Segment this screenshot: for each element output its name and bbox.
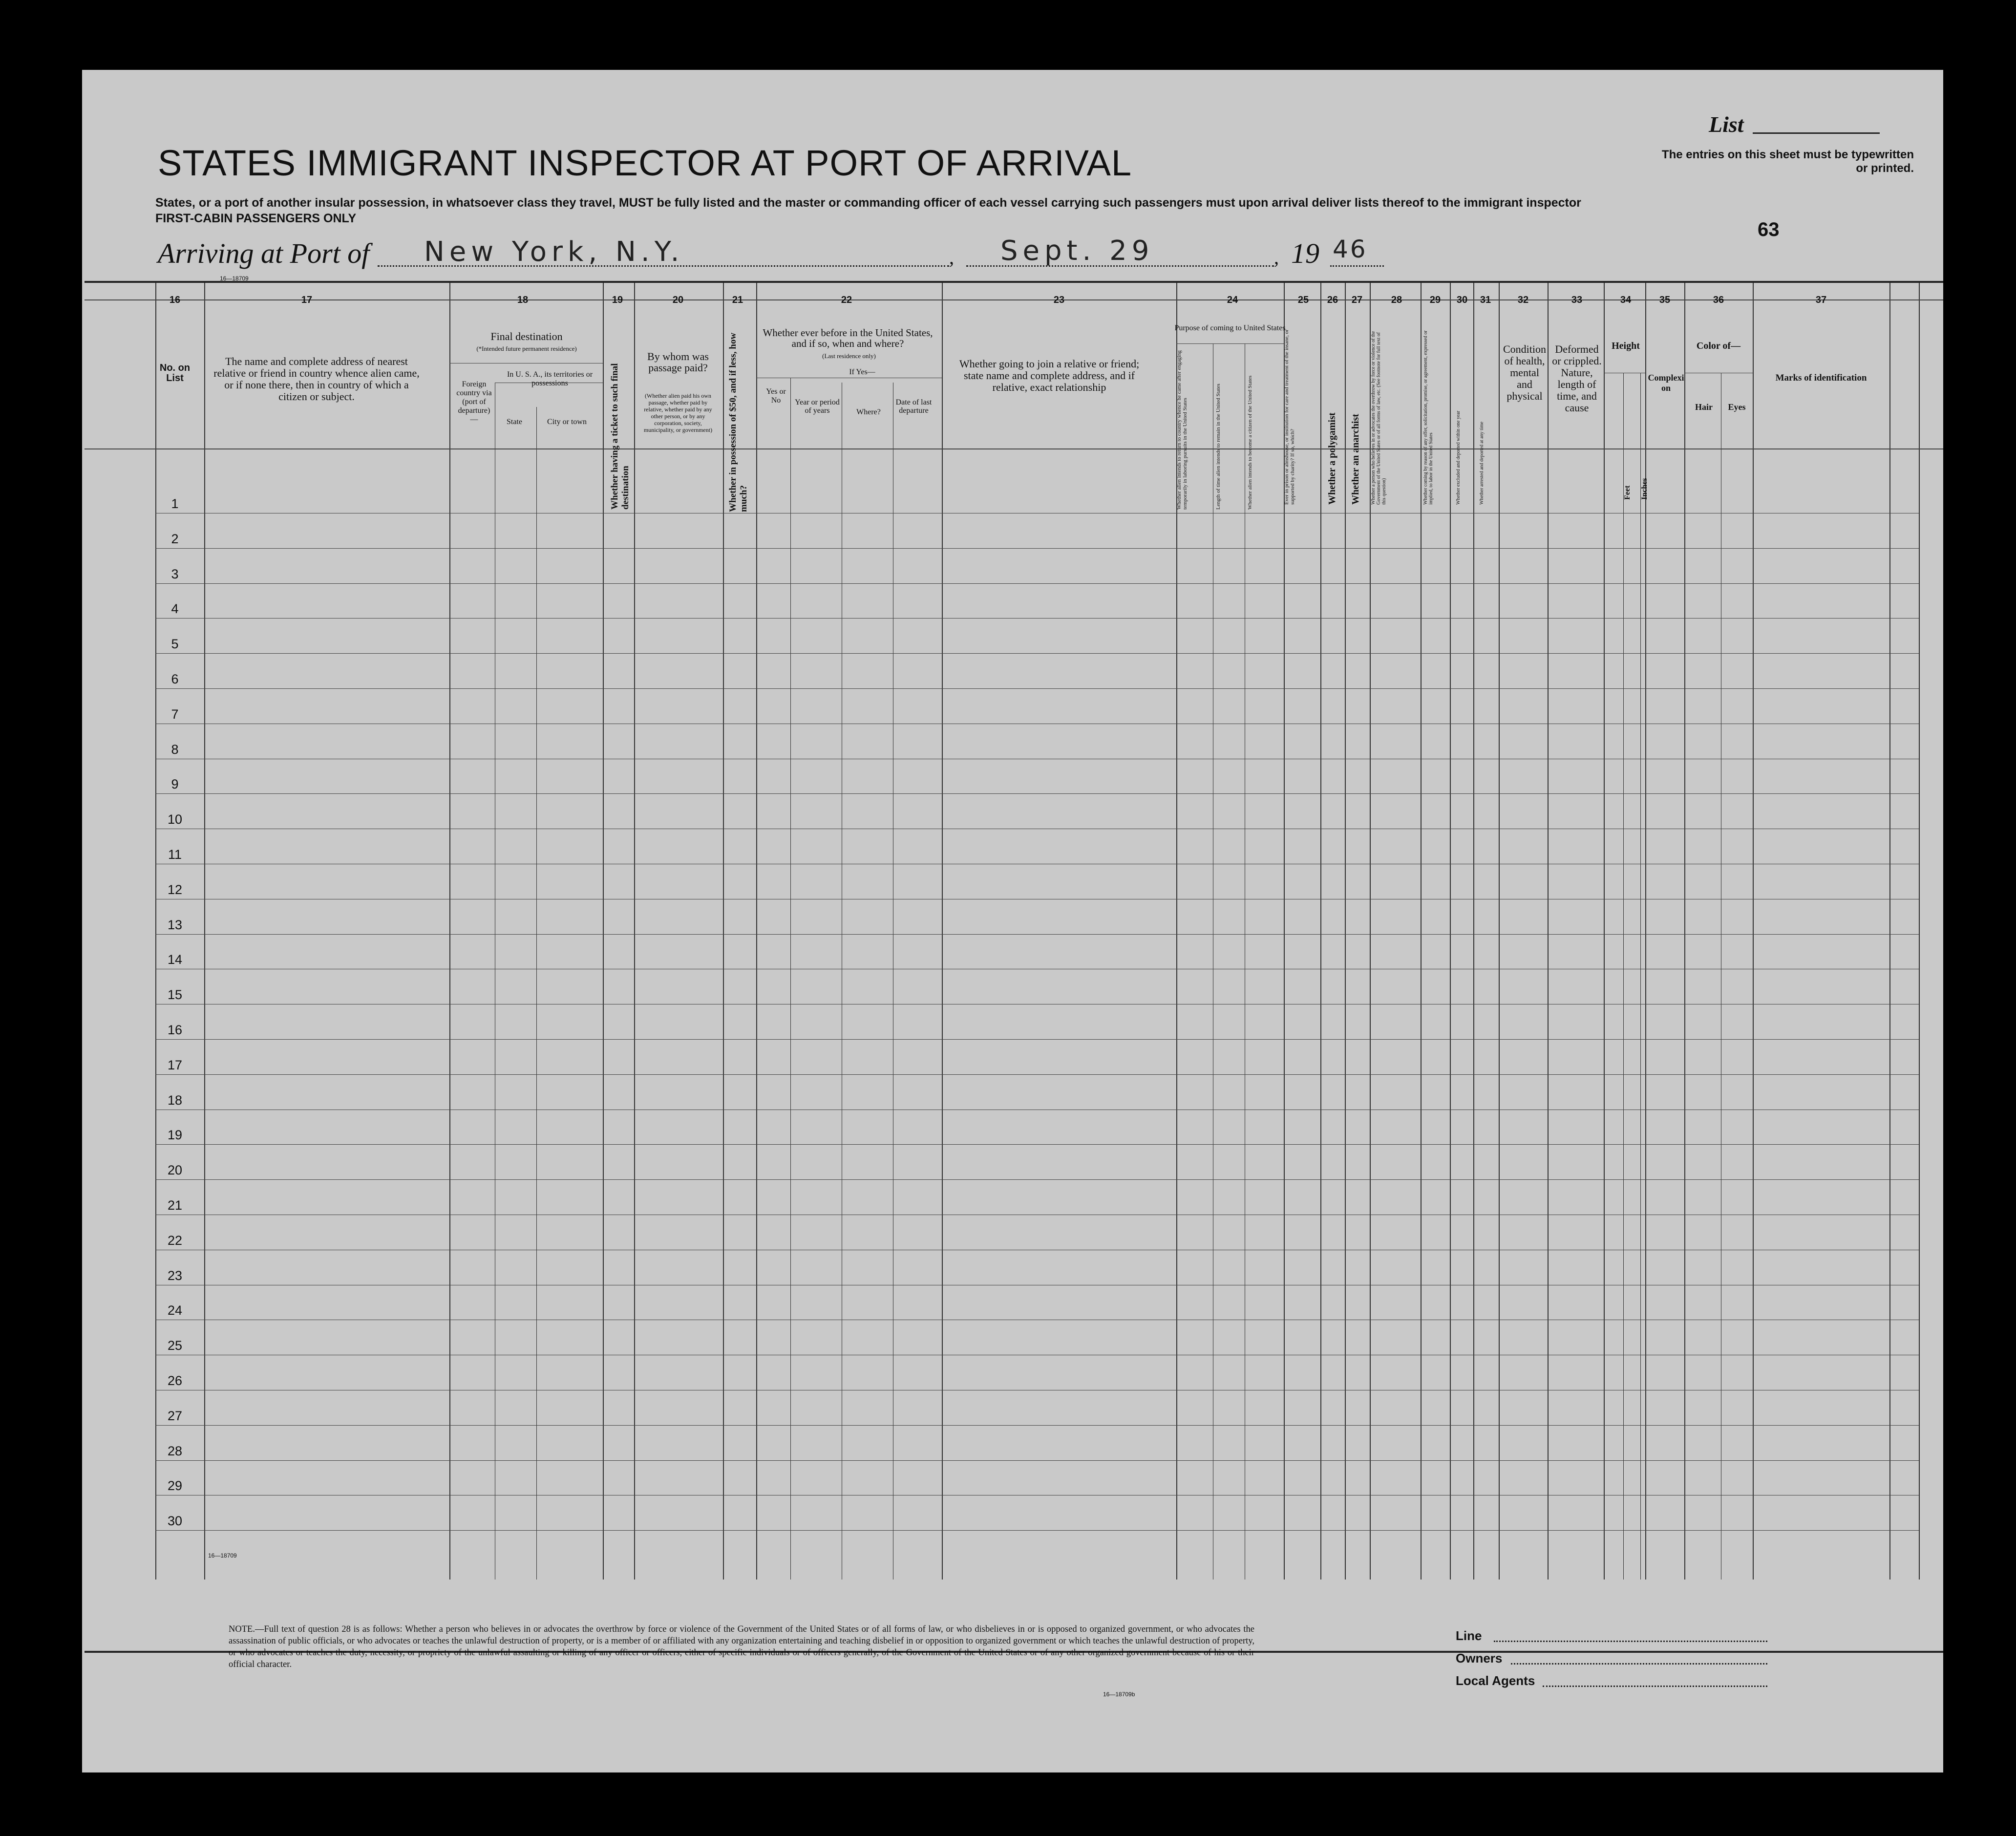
row-number: 14 [167,952,183,967]
col-num-33: 33 [1571,295,1583,305]
col-header-34-feet: Feet [1623,485,1632,500]
col-num-31: 31 [1480,295,1491,305]
column-rule [1473,283,1474,1580]
col-header-25: Ever in prison or almshouse, or institution for care and treatment of the insane, or supported by charity? If so, which? [1284,329,1295,505]
column-rule [723,283,724,1580]
col-header-20-sub: (Whether alien paid his own passage, whether paid by relative, whether paid by any other person, or by any corporation, society, municipality, or government) [643,392,713,433]
col-header-22-date: Date of last departure [895,398,932,415]
col-num-34: 34 [1620,295,1632,305]
owners-field[interactable] [1511,1663,1767,1665]
list-number-field[interactable] [1753,132,1880,134]
header-subrule [1176,343,1284,344]
col-num-30: 30 [1456,295,1468,305]
col-header-22-year: Year or period of years [795,398,840,415]
column-rule [603,283,604,1580]
table-row[interactable] [155,1179,1919,1180]
row-number: 27 [167,1408,183,1423]
table-row[interactable] [155,1144,1919,1145]
col-header-35: Complexion [1648,373,1684,393]
col-header-22: Whether ever before in the United States, and if so, when and where? [763,327,933,349]
col-header-18-city: City or town [547,418,587,426]
col-num-18: 18 [517,295,529,305]
row-number: 28 [167,1443,183,1458]
col-header-18-usa: In U. S. A., its territories or possessions [507,370,593,387]
col-header-19: Whether having a ticket to such final destination [610,363,631,510]
col-header-36-hair: Hair [1695,402,1713,412]
table-row[interactable] [155,688,1919,689]
table-row[interactable] [155,1425,1919,1426]
row-number: 11 [168,847,182,862]
col-num-17: 17 [301,295,313,305]
row-number: 26 [167,1373,183,1388]
row-number: 20 [167,1163,183,1178]
col-num-26: 26 [1327,295,1338,305]
table-row[interactable] [155,583,1919,584]
col-header-22-ifyes: If Yes— [849,368,875,376]
col-num-24: 24 [1227,295,1238,305]
col-num-35: 35 [1659,295,1671,305]
row-number: 21 [167,1198,183,1213]
column-rule [1753,283,1754,1580]
row-number: 5 [171,637,179,652]
col-header-18: Final destination [490,330,563,342]
agents-field[interactable] [1543,1686,1767,1687]
year-prefix: 19 [1291,237,1319,269]
col-num-23: 23 [1053,295,1065,305]
page-number: 63 [1758,219,1780,240]
table-row[interactable] [155,1039,1919,1040]
col-header-34-inches: Inches [1640,478,1649,500]
table-row[interactable] [155,618,1919,619]
row-number: 12 [167,882,183,897]
col-header-34: Height [1612,341,1640,351]
year-value[interactable]: 46 [1333,235,1368,263]
row-number: 1 [171,496,179,511]
column-rule [1604,283,1605,1580]
col-header-26: Whether a polygamist [1327,412,1337,505]
col-num-20: 20 [672,295,684,305]
row-number: 18 [167,1092,183,1108]
col-header-29: Whether coming by reason of any offer, solicitation, promise, or agreement, expressed or implied, to labor in the United States [1423,330,1434,505]
column-rule [1684,283,1685,1580]
instructions-text: States, or a port of another insular possession, in whatsoever class they travel, MUST be fully listed and the master or commanding officer of each vessel carrying such passengers must upon arrival deliver lists thereof to the immigrant inspector [155,196,1581,210]
table-row[interactable] [155,548,1919,549]
col-header-30: Whether excluded and deported within one year [1456,410,1461,505]
row-number: 23 [167,1268,183,1283]
page-title: STATES IMMIGRANT INSPECTOR AT PORT OF ARRIVAL [158,143,1132,183]
row-number: 16 [167,1023,183,1037]
arriving-label: Arriving at Port of [158,237,370,269]
row-number: 13 [167,917,183,932]
col-header-18-sub: (*Intended future permanent residence) [476,345,577,352]
comma: , [949,246,954,268]
list-label: List [1709,112,1744,137]
col-header-17: The name and complete address of nearest relative or friend in country whence alien came, or if none there, then in country of which a citizen or subject. [213,355,420,403]
col-header-36: Color of— [1696,341,1741,351]
table-row[interactable] [155,934,1919,935]
col-header-23: Whether going to join a relative or friend; state name and complete address, and if relative, exact relationship [959,358,1140,393]
col-num-19: 19 [612,295,623,305]
agents-label: Local Agents [1456,1673,1535,1688]
column-rule [1421,283,1422,1580]
entries-note: The entries on this sheet must be typewritten or printed. [1661,148,1914,175]
date-value[interactable]: Sept. 29 [1000,235,1154,267]
row-number: 8 [171,742,179,757]
col-num-27: 27 [1351,295,1363,305]
col-num-22: 22 [841,295,852,305]
col-num-32: 32 [1517,295,1529,305]
row-number: 19 [167,1128,183,1143]
column-rule [204,283,205,1580]
col-header-31: Whether arrested and deported at any time [1479,422,1485,505]
col-num-37: 37 [1815,295,1827,305]
row-number: 4 [171,601,179,617]
col-header-36-eyes: Eyes [1728,402,1746,412]
row-number: 29 [167,1478,183,1494]
footnote-question-28: NOTE.—Full text of question 28 is as follows: Whether a person who believes in or advocates the overthrow by force or violence of the Government of the United States or of all forms of law, or who disbelieves in or is opposed to organized government, or who advocates the assassination of public officials, or who advocates or teaches the unlawful destruction of property, or is a member of or affiliated with any organization entertaining and teaching disbelief in or opposition to organized government or which teaches the unlawful destruction of property, or who advocates or teaches the duty, necessity, or propriety of the unlawful assaulting or killing of any officer or officers, either of specific individuals or of officers generally, of the Government of the United States or of any other organized government because of his or their official character. [229,1624,1254,1669]
col-header-18-foreign: Foreign country via (port of departure)— [456,380,492,424]
table-row[interactable] [155,793,1919,794]
line-field[interactable] [1494,1641,1767,1642]
column-rule [449,283,450,1580]
col-header-22-where: Where? [856,408,881,416]
line-label: Line [1456,1628,1482,1643]
form-number: 16—18709 [220,275,249,282]
subcolumn-rule [790,378,791,1580]
row-number: 25 [167,1338,183,1353]
port-value[interactable]: New York, N.Y. [424,236,684,268]
col-header-22-yesno: Yes or No [766,387,786,405]
form-number-footer: 16—18709b [1103,1691,1135,1698]
col-header-24c: Whether alien intends to become a citizen of the United States [1247,375,1253,510]
row-number: 24 [167,1303,183,1318]
col-header-24b: Length of time alien intends to remain in the United States [1215,384,1221,510]
col-header-33: Deformed or crippled. Nature, length of time, and cause [1552,343,1602,414]
column-rule [1919,283,1920,1580]
column-rule [1548,283,1549,1580]
col-header-27: Whether an anarchist [1350,414,1361,505]
comma: , [1274,246,1279,268]
row-number: 6 [171,672,179,686]
col-header-24: Purpose of coming to United States [1174,324,1286,332]
col-header-22-sub: (Last residence only) [822,352,876,360]
col-num-25: 25 [1297,295,1309,305]
col-header-32: Condition of health, mental and physical [1503,343,1546,402]
column-rule [1450,283,1451,1580]
col-header-37: Marks of identification [1775,373,1867,383]
row-number: 3 [171,566,179,581]
column-rule [942,283,943,1580]
subcolumn-rule [1623,373,1624,1580]
col-num-29: 29 [1429,295,1441,305]
table-row[interactable] [155,1074,1919,1075]
row-number: 30 [167,1514,183,1529]
col-num-21: 21 [732,295,743,305]
col-header-16: No. on List [159,363,191,384]
row-number: 10 [167,812,183,827]
column-rule [756,283,757,1580]
subcolumn-rule [1640,373,1641,1580]
col-header-20: By whom was passage paid? [647,350,709,374]
column-rule [1889,283,1890,1580]
table-row[interactable] [155,1460,1919,1461]
column-rule [634,283,635,1580]
row-number: 9 [171,777,179,792]
owners-label: Owners [1456,1651,1503,1665]
row-number: 2 [171,531,179,546]
col-header-21: Whether in possession of $50, and if less, how much? [728,332,749,512]
row-number: 22 [167,1233,183,1248]
row-number: 15 [167,987,183,1003]
table-row[interactable] [155,653,1919,654]
col-num-36: 36 [1713,295,1724,305]
year-field-line [1330,265,1384,267]
col-header-18-state: State [507,418,522,426]
row-number: 7 [171,706,179,722]
col-num-16: 16 [169,295,181,305]
row-number: 17 [167,1057,183,1072]
col-header-28: Whether a person who believes in or advocates the overthrow by force or violence of the Government of the United States or of all forms of law, etc. (See footnote for full text of this question) [1371,331,1387,505]
column-rule [1320,283,1321,1580]
col-num-28: 28 [1391,295,1402,305]
column-rule [1499,283,1500,1580]
manifest-table [85,281,1943,1653]
table-row[interactable] [155,1530,1919,1531]
form-number-table: 16—18709 [208,1552,237,1559]
class-note: FIRST-CABIN PASSENGERS ONLY [155,212,357,225]
col-header-24a: Whether alien intends to return to country whence he came after engaging temporarily in laboring pursuits in the United States [1176,350,1188,510]
column-rule [1345,283,1346,1580]
manifest-sheet [82,70,1943,1772]
header-rule [85,448,1943,449]
